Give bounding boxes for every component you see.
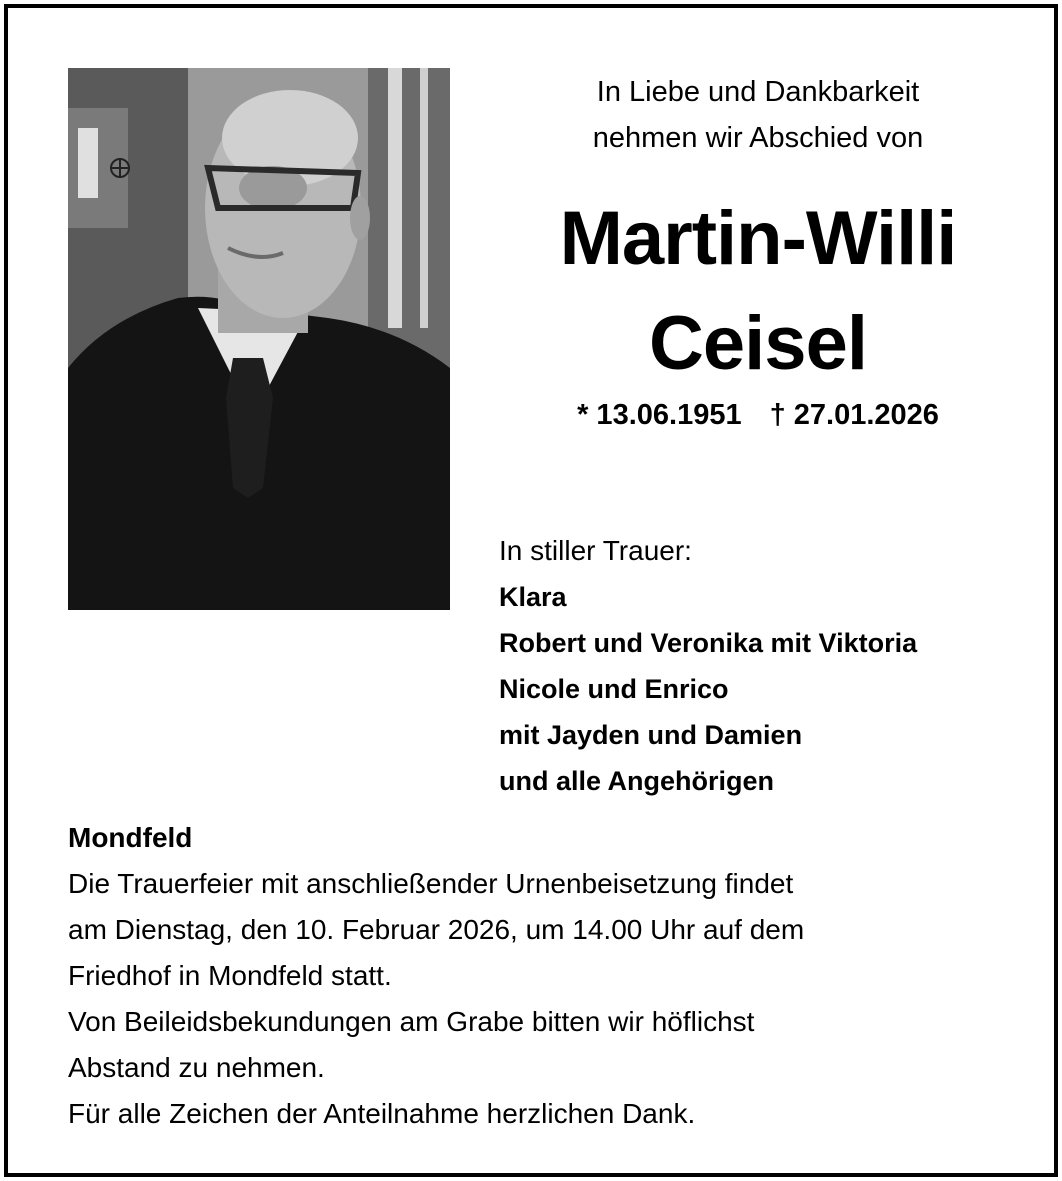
notice-line: am Dienstag, den 10. Februar 2026, um 14.00 Uhr auf dem bbox=[68, 914, 805, 945]
notice-line: Die Trauerfeier mit anschließender Urnenbeisetzung findet bbox=[68, 868, 794, 899]
mourner-name: mit Jayden und Damien bbox=[499, 720, 803, 750]
obituary-frame bbox=[4, 4, 1058, 1177]
notice-line: Abstand zu nehmen. bbox=[68, 1052, 325, 1083]
notice-place: Mondfeld bbox=[68, 822, 193, 853]
portrait-illustration bbox=[68, 68, 450, 610]
deceased-first-name: Martin-Willi bbox=[559, 196, 957, 281]
deceased-last-name: Ceisel bbox=[649, 301, 867, 386]
death-date: † 27.01.2026 bbox=[769, 399, 939, 431]
notice-line: Friedhof in Mondfeld statt. bbox=[68, 960, 392, 991]
life-dates bbox=[488, 394, 1028, 436]
mourner-name: Klara bbox=[499, 582, 567, 612]
intro-line-1: In Liebe und Dankbarkeit bbox=[596, 76, 920, 108]
mourner-name: Nicole und Enrico bbox=[499, 674, 729, 704]
mourner-name: Robert und Veronika mit Viktoria bbox=[499, 628, 918, 658]
portrait-photo bbox=[68, 68, 450, 610]
mourners-heading: In stiller Trauer: bbox=[499, 535, 692, 566]
funeral-notice bbox=[68, 815, 1028, 1137]
birth-date: * 13.06.1951 bbox=[577, 399, 742, 431]
mourner-name: und alle Angehörigen bbox=[499, 766, 775, 796]
mourners-block bbox=[499, 528, 917, 804]
notice-line: Von Beileidsbekundungen am Grabe bitten wir höflichst bbox=[68, 1006, 755, 1037]
intro-line-2: nehmen wir Abschied von bbox=[592, 122, 924, 154]
notice-line: Für alle Zeichen der Anteilnahme herzlichen Dank. bbox=[68, 1098, 696, 1129]
